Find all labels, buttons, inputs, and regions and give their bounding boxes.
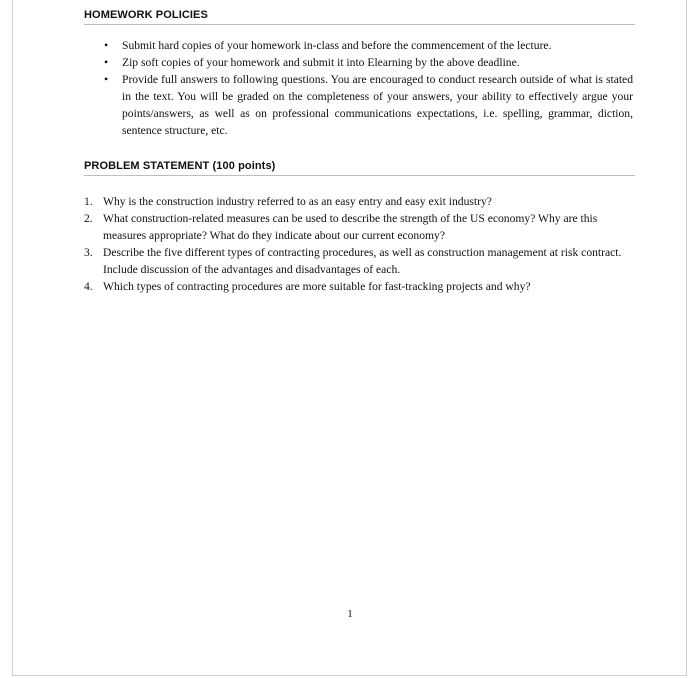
question-text: What construction-related measures can be used to describe the strength of the US economy? Why are this measures appropriate? What do they indicate about our current economy? <box>103 212 598 242</box>
question-number: 2. <box>84 212 93 225</box>
policies-divider <box>84 24 635 25</box>
page-number: 1 <box>347 608 353 620</box>
question-item <box>84 210 632 244</box>
question-item <box>84 193 632 210</box>
question-number: 1. <box>84 195 93 208</box>
question-number: 4. <box>84 280 93 293</box>
question-item <box>84 244 632 278</box>
problem-statement-heading: PROBLEM STATEMENT (100 points) <box>84 160 276 172</box>
question-text: Why is the construction industry referred to as an easy entry and easy exit industry? <box>103 195 492 208</box>
question-list <box>84 193 632 295</box>
question-text: Which types of contracting procedures are more suitable for fast-tracking projects and why? <box>103 280 531 293</box>
question-item <box>84 278 632 295</box>
policy-item <box>100 54 633 71</box>
policy-item <box>100 37 633 54</box>
question-number: 3. <box>84 246 93 259</box>
question-text: Describe the five different types of contracting procedures, as well as construction management at risk contract. Include discussion of the advantages and disadvantages of each. <box>103 246 622 276</box>
policy-item <box>100 71 633 139</box>
bullet: • <box>104 55 109 69</box>
bullet: • <box>104 72 109 86</box>
homework-policies-heading: HOMEWORK POLICIES <box>84 9 208 21</box>
policy-text: Submit hard copies of your homework in-class and before the commencement of the lecture. <box>122 39 552 52</box>
policy-list <box>100 37 633 139</box>
bullet: • <box>104 38 109 52</box>
policy-text: Provide full answers to following questions. You are encouraged to conduct research outside of what is stated in the text. You will be graded on the completeness of your answers, your ability to effectively argue your points/answers, as well as on professional communications expectations, i.e. spelling, grammar, diction, sentence structure, etc. <box>122 73 633 137</box>
problem-divider <box>84 175 635 176</box>
policy-text: Zip soft copies of your homework and submit it into Elearning by the above deadline. <box>122 56 520 69</box>
